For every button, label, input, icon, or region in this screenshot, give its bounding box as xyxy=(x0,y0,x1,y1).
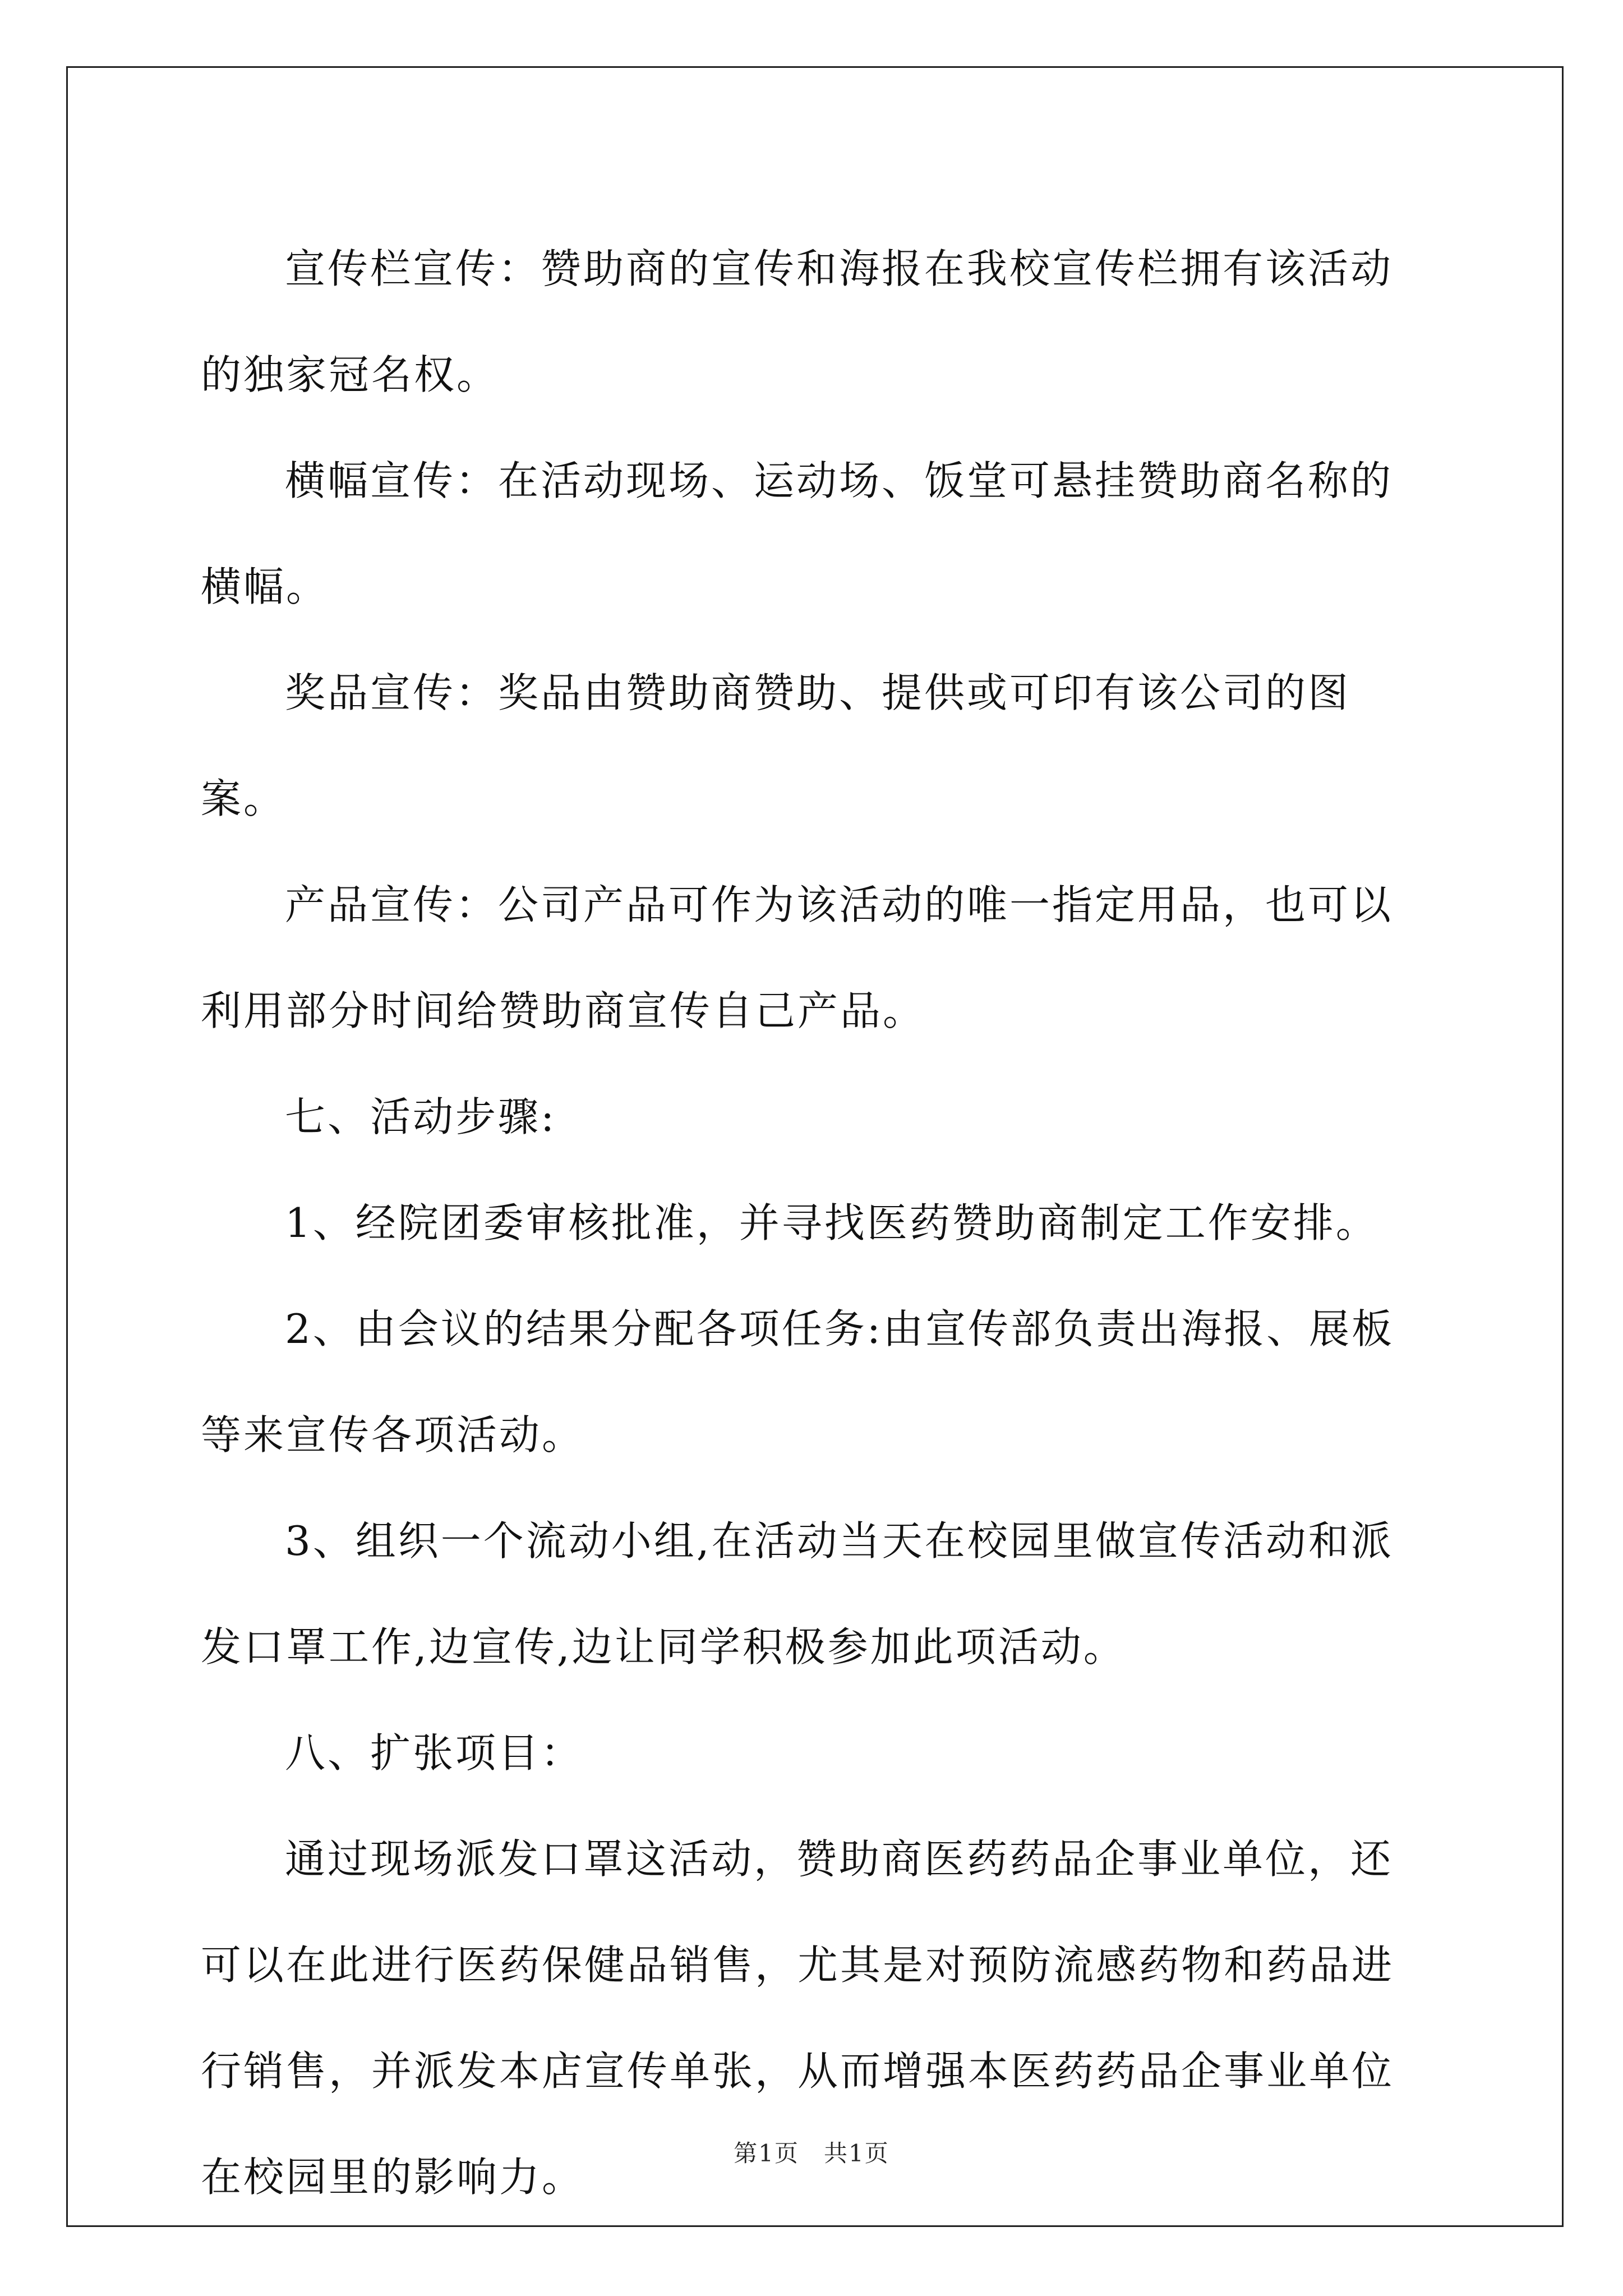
paragraph-sponsor-board: 宣传栏宣传：赞助商的宣传和海报在我校宣传栏拥有该活动的独家冠名权。 xyxy=(201,245,1394,398)
paragraph-step-2: 2、由会议的结果分配各项任务:由宣传部负责出海报、展板等来宣传各项活动。 xyxy=(201,1305,1395,1458)
section-heading-steps: 七、活动步骤: xyxy=(285,1093,557,1140)
document-body xyxy=(201,216,1432,2230)
paragraph-step-3: 3、组织一个流动小组,在活动当天在校园里做宣传活动和派发口罩工作,边宣传,边让同学积极参加此项活动。 xyxy=(201,1517,1394,1671)
paragraph-prizes: 奖品宣传：奖品由赞助商赞助、提供或可印有该公司的图案。 xyxy=(201,669,1351,822)
section-heading-expansion: 八、扩张项目： xyxy=(285,1729,584,1777)
paragraph-banner: 横幅宣传：在活动现场、运动场、饭堂可悬挂赞助商名称的横幅。 xyxy=(201,457,1394,610)
paragraph-expansion: 通过现场派发口罩这活动，赞助商医药药品企事业单位，还可以在此进行医药保健品销售，尤其是对预防流感药物和药品进行销售，并派发本店宣传单张，从而增强本医药药品企事业单位在校园里的影响力。 xyxy=(201,1835,1395,2201)
page-footer: 第1页 共1页 xyxy=(734,2139,889,2167)
paragraph-step-1: 1、经院团委审核批准，并寻找医药赞助商制定工作安排。 xyxy=(285,1199,1378,1246)
paragraph-products: 产品宣传：公司产品可作为该活动的唯一指定用品，也可以利用部分时间给赞助商宣传自己产品。 xyxy=(201,881,1394,1034)
